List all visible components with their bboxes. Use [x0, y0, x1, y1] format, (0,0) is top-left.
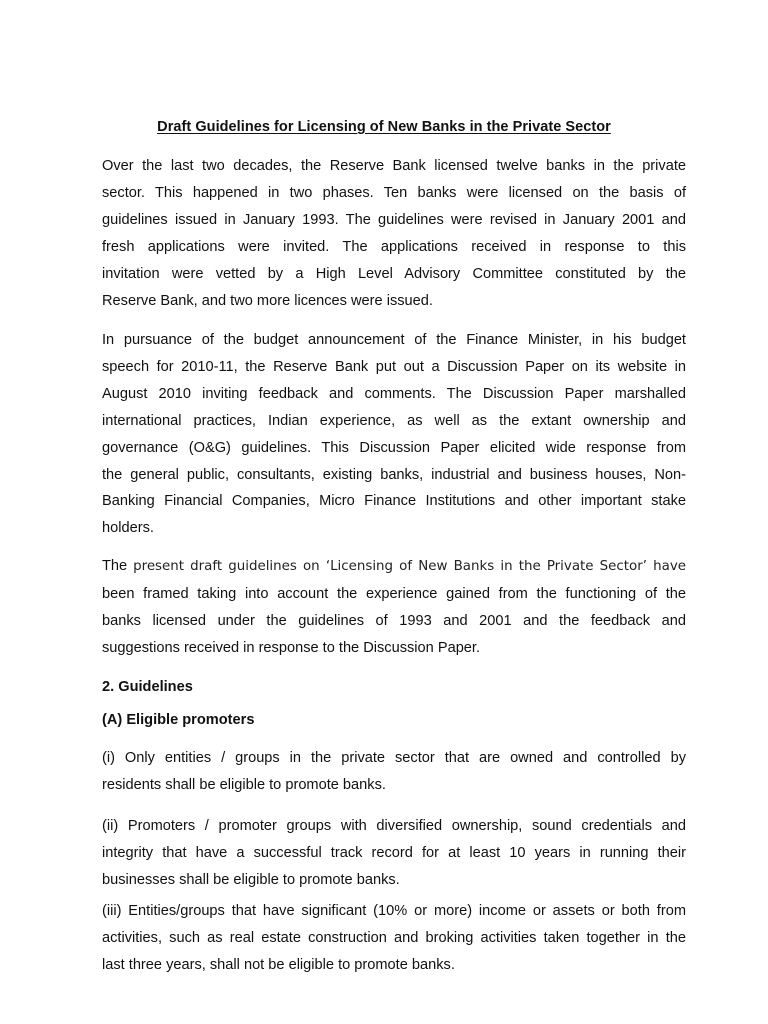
subsection-heading: (A) Eligible promoters	[102, 712, 255, 728]
guideline-item-3	[102, 898, 686, 979]
paragraph-history	[102, 153, 686, 314]
paragraph-line: guidelines issued in January 1993. The guidelines were revised in January 2001 and	[102, 211, 686, 228]
paragraph-line: integrity that have a successful track record for at least 10 years in running their	[102, 844, 686, 861]
guideline-item-1	[102, 745, 686, 799]
paragraph-line: Over the last two decades, the Reserve Bank licensed twelve banks in the private	[102, 158, 686, 174]
paragraph-line: suggestions received in response to the Discussion Paper.	[102, 639, 481, 656]
paragraph-lead-word: The	[102, 558, 128, 574]
paragraph-line: In pursuance of the budget announcement of the Finance Minister, in his budget	[102, 332, 686, 348]
paragraph-line: Reserve Bank, and two more licences were issued.	[102, 292, 433, 309]
paragraph-line: banks licensed under the guidelines of 1993 and 2001 and the feedback and	[102, 612, 686, 629]
document-title: Draft Guidelines for Licensing of New Banks in the Private Sector	[157, 119, 611, 135]
paragraph-line: (i) Only entities / groups in the private sector that are owned and controlled by	[102, 750, 686, 766]
paragraph-line	[102, 553, 686, 581]
section-heading: 2. Guidelines	[102, 679, 193, 695]
paragraph-line: residents shall be eligible to promote banks.	[102, 776, 386, 793]
paragraph-line: sector. This happened in two phases. Ten banks were licensed on the basis of	[102, 184, 686, 201]
paragraph-line: invitation were vetted by a High Level Advisory Committee constituted by the	[102, 265, 686, 282]
paragraph-draft-guidelines	[102, 553, 686, 662]
paragraph-line: (iii) Entities/groups that have significant (10% or more) income or assets or both from	[102, 903, 686, 919]
paragraph-lead-rest: present draft guidelines on ‘Licensing of New Banks in the Private Sector’ have	[133, 559, 686, 574]
paragraph-line: the general public, consultants, existing banks, industrial and business houses, Non-	[102, 466, 686, 483]
paragraph-line: international practices, Indian experience, as well as the extant ownership and	[102, 412, 686, 429]
paragraph-line: (ii) Promoters / promoter groups with diversified ownership, sound credentials and	[102, 818, 686, 834]
paragraph-line: Banking Financial Companies, Micro Finance Institutions and other important stake	[102, 493, 686, 510]
paragraph-line: been framed taking into account the experience gained from the functioning of the	[102, 585, 686, 602]
paragraph-line: speech for 2010-11, the Reserve Bank put out a Discussion Paper on its website in	[102, 358, 686, 375]
guideline-item-2	[102, 813, 686, 894]
paragraph-line: fresh applications were invited. The applications received in response to this	[102, 238, 686, 255]
paragraph-discussion-paper	[102, 327, 686, 542]
paragraph-line: governance (O&G) guidelines. This Discussion Paper elicited wide response from	[102, 439, 686, 456]
paragraph-line: last three years, shall not be eligible to promote banks.	[102, 956, 455, 973]
paragraph-line: holders.	[102, 520, 154, 537]
paragraph-line: businesses shall be eligible to promote banks.	[102, 871, 400, 888]
paragraph-line: August 2010 inviting feedback and comments. The Discussion Paper marshalled	[102, 385, 686, 402]
paragraph-line: activities, such as real estate construction and broking activities taken together in the	[102, 929, 686, 946]
